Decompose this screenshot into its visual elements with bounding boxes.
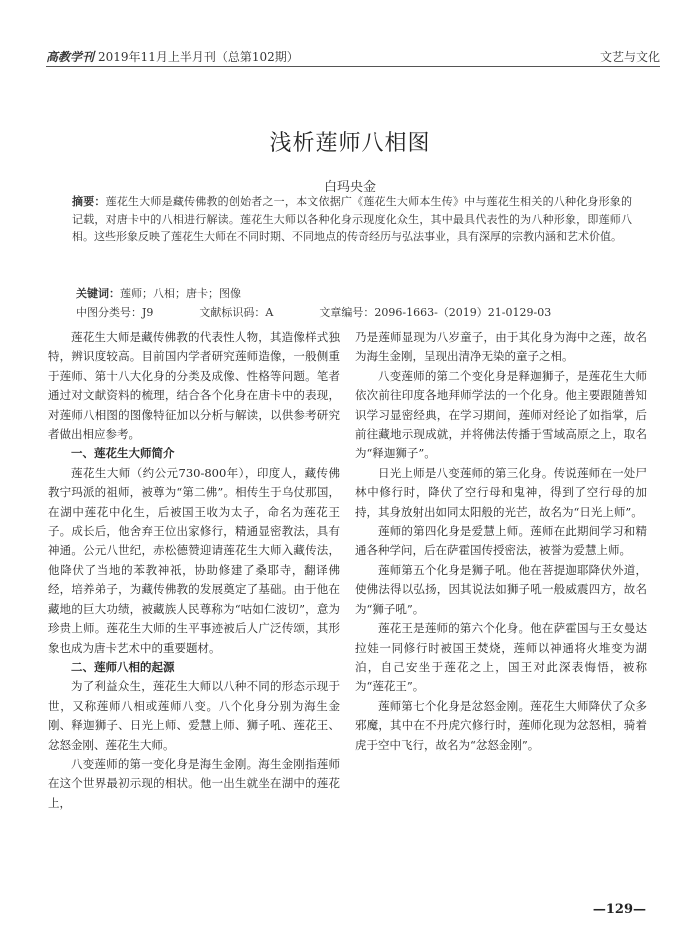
- header-rule: [46, 66, 660, 67]
- article-identifiers: [76, 304, 636, 320]
- paragraph: 莲师第五个化身是狮子吼。他在菩提迦耶降伏外道，使佛法得以弘扬，因其说法如狮子吼一般威震四方，故名为“狮子吼”。: [355, 562, 647, 616]
- keywords-label: 关键词：: [76, 287, 120, 300]
- document-code: 文献标识码：A: [199, 306, 274, 319]
- clc-number: 中图分类号：J9: [76, 306, 154, 319]
- paragraph: 八变莲师的第一变化身是海生金刚。海生金刚指莲师在这个世界最初示现的相状。他一出生就坐在湖中的莲花上，: [48, 756, 340, 810]
- paragraph: 莲师第七个化身是忿怒金刚。莲花生大师降伏了众多邪魔，其中在不丹虎穴修行时，莲师化现为忿怒相，骑着虎于空中飞行，故名为“忿怒金刚”。: [355, 698, 647, 752]
- section-heading: 二、莲师八相的起源: [71, 659, 175, 674]
- paragraph: 莲花王是莲师的第六个化身。他在萨霍国与王女曼达拉娃一同修行时被国王焚烧，莲师以神通将火堆变为湖泊，自己安坐于莲花之上，国王对此深表悔悟，被称为“莲花王”。: [355, 621, 647, 694]
- body-column-left: [48, 328, 340, 813]
- paragraph: 莲花生大师（约公元730-800年），印度人，藏传佛教宁玛派的祖师，被尊为“第二佛”。相传生于乌仗那国，在湖中莲花中化生，后被国王收为太子，命名为莲花王子。成长后，他舍弃王位出家修行，精通显密教法，具有神通。公元八世纪，赤松德赞迎请莲花生大师入藏传法，他降伏了当地的苯教神祇，协助修建了桑耶寺，翻译佛经，培养弟子，为藏传佛教的发展奠定了基础。由于他在藏地的巨大功绩，被藏族人民尊称为“咕如仁波切”，意为珍贵上师。莲花生大师的生平事迹被后人广泛传颂，其形象也成为唐卡艺术中的重要题材。: [48, 465, 340, 655]
- page-header: [46, 44, 660, 68]
- abstract: [72, 193, 632, 246]
- page-number: —129—: [592, 902, 646, 917]
- journal-info: [46, 48, 299, 65]
- paragraph: 莲花生大师是藏传佛教的代表性人物，其造像样式独特，辨识度较高。目前国内学者研究莲师造像，一般侧重于莲师、第十八大化身的分类及成像、性格等问题。笔者通过对文献资料的梳理，结合各个化身在唐卡中的表现，对莲师八相图的图像特征加以分析与解读，以供参考研究者做出相应参考。: [48, 330, 340, 442]
- journal-name: 高教学刊: [46, 50, 95, 64]
- body-column-right: [355, 328, 647, 755]
- article-number: 文章编号：2096-1663-（2019）21-0129-03: [319, 306, 552, 319]
- abstract-label: 摘要：: [72, 195, 106, 208]
- paragraph: 日光上师是八变莲师的第三化身。传说莲师在一处尸林中修行时，降伏了空行母和鬼神，得到了空行母的加持，其身放射出如同太阳般的光芒，故名为“日光上师”。: [355, 465, 647, 519]
- paragraph: 乃是莲师显现为八岁童子，由于其化身为海中之莲，故名为海生金刚，呈现出清净无染的童子之相。: [355, 330, 647, 364]
- article-author: 白玛央金: [323, 180, 376, 195]
- section-name: 文艺与文化: [599, 50, 660, 64]
- keywords: [76, 285, 241, 301]
- paragraph: 莲师的第四化身是爱慧上师。莲师在此期间学习和精通各种学问，后在萨霍国传授密法，被誉为爱慧上师。: [355, 524, 647, 558]
- article-title: 浅析莲师八相图: [269, 131, 431, 156]
- section-heading: 一、莲花生大师简介: [71, 446, 175, 461]
- paragraph: 八变莲师的第二个变化身是释迦狮子，是莲花生大师依次前往印度各地拜师学法的一个化身。他主要跟随善知识学习显密经典，在学习期间，莲师对经论了如指掌，后前往藏地示现成就，并将佛法传播于雪域高原之上，取名为“释迦狮子”。: [355, 368, 647, 461]
- journal-issue: 2019年11月上半月刊（总第102期）: [98, 50, 299, 64]
- paragraph: 为了利益众生，莲花生大师以八种不同的形态示现于世，又称莲师八相或莲师八变。八个化身分别为海生金刚、释迦狮子、日光上师、爱慧上师、狮子吼、莲花王、忿怒金刚、莲花生大师。: [48, 679, 340, 752]
- keywords-text: 莲师；八相；唐卡；图像: [120, 287, 241, 300]
- abstract-text: 莲花生大师是藏传佛教的创始者之一，本文依据广《莲花生大师本生传》中与莲花生相关的八种化身形象的记载，对唐卡中的八相进行解读。莲花生大师以各种化身示现度化众生，其中最具代表性的为八种形象，即莲师八相。这些形象反映了莲花生大师在不同时期、不同地点的传奇经历与弘法事业，具有深厚的宗教内涵和艺术价值。: [72, 195, 633, 243]
